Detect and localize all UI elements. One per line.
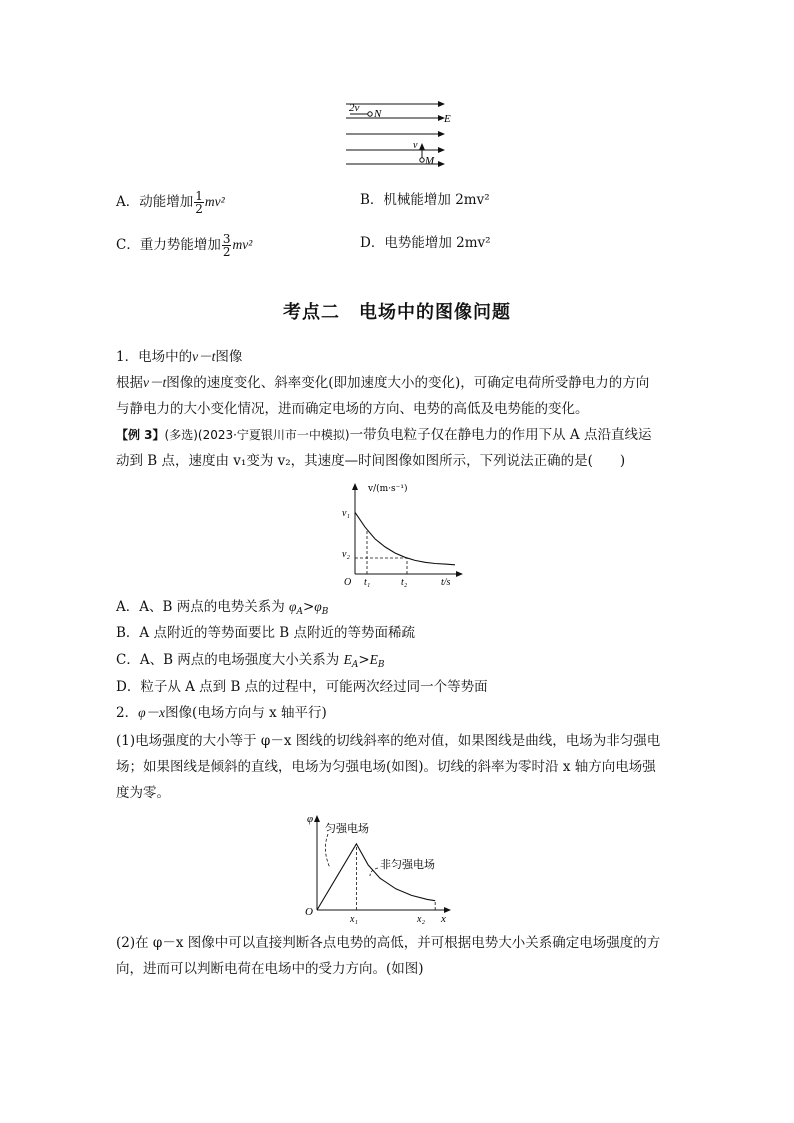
part2-p2-line1: (2)在 φ－x 图像中可以直接判断各点电势的高低，并可根据电势大小关系确定电场强度的方 <box>116 935 661 951</box>
vt-origin: O <box>344 577 352 588</box>
field-lines-figure <box>340 96 460 170</box>
option-B-3: B．A 点附近的等势面要比 B 点附近的等势面稀疏 <box>116 625 415 641</box>
phi-curve <box>317 844 435 910</box>
part2-p2-line2: 向，进而可以判断电荷在电场中的受力方向。(如图) <box>116 961 424 977</box>
option-C-1: C．重力势能增加 $\frac{3}{2}$ mv² <box>116 232 253 259</box>
charge-N <box>368 112 372 116</box>
vt-v1-tick: v₁ <box>342 508 350 519</box>
label-v: v <box>413 140 418 151</box>
phi-x-chart <box>300 810 460 926</box>
vt-chart <box>330 478 470 590</box>
option-D-1: D．电势能增加 2mv² <box>360 235 491 251</box>
example3-line2: 动到 B 点，速度由 v₁变为 v₂，其速度—时间图像如图所示，下列说法正确的是( ) <box>116 453 626 469</box>
option-C-3: C．A、B 两点的电场强度大小关系为 $E_A>E_B$ <box>116 652 385 670</box>
phi-x1-tick: x₁ <box>350 914 358 925</box>
uniform-pointer <box>325 834 330 868</box>
label-M: M <box>425 155 435 167</box>
part1-heading: 1．电场中的v－t图像 <box>116 349 243 365</box>
option-A-1: A．动能增加 $\frac{1}{2}$ mv² <box>116 189 225 216</box>
phi-x2-tick: x₂ <box>417 914 425 925</box>
vt-v2-tick: v₂ <box>342 549 350 560</box>
part2-p1-line1: (1)电场强度的大小等于 φ－x 图线的切线斜率的绝对值，如果图线是曲线，电场为非匀强电 <box>116 733 661 749</box>
nonuniform-label: 非匀强电场 <box>380 858 435 871</box>
uniform-label: 匀强电场 <box>325 822 369 835</box>
phi-ylabel: φ <box>307 813 314 825</box>
phi-xlabel: x <box>441 913 446 925</box>
part2-p1-line3: 度为零。 <box>116 785 170 801</box>
vt-t1-tick: t₁ <box>364 577 371 588</box>
vt-curve <box>355 512 455 565</box>
section-title: 考点二 电场中的图像问题 <box>283 302 511 323</box>
label-2v: 2v <box>349 102 360 114</box>
label-E: E <box>444 113 451 125</box>
part2-p1-line2: 场；如果图线是倾斜的直线，电场为匀强电场(如图)。切线的斜率为零时沿 x 轴方向电场强 <box>116 759 656 775</box>
example3-line1: 【例 3】(多选)(2023·宁夏银川市一中模拟)一带负电粒子仅在静电力的作用下从 A 点沿直线运 <box>116 427 652 443</box>
option-B-1: B．机械能增加 2mv² <box>360 192 490 208</box>
label-N: N <box>374 108 382 120</box>
part2-heading: 2．φ－x图像(电场方向与 x 轴平行) <box>116 705 327 721</box>
vt-t2-tick: t₂ <box>401 577 408 588</box>
option-D-3: D．粒子从 A 点到 B 点的过程中，可能两次经过同一个等势面 <box>116 679 488 695</box>
option-A-3: A．A、B 两点的电势关系为 $\varphi_A>\varphi_B$ <box>116 599 329 617</box>
fraction: $\frac{1}{2}$ <box>195 189 203 216</box>
part1-desc-line2: 与静电力的大小变化情况，进而确定电场的方向、电势的高低及电势能的变化。 <box>116 401 589 417</box>
part1-desc-line1: 根据v－t图像的速度变化、斜率变化(即加速度大小的变化)，可确定电荷所受静电力的方向 <box>116 375 650 391</box>
fraction: $\frac{3}{2}$ <box>222 232 231 259</box>
vt-ylabel: v/(m·s⁻¹) <box>368 484 408 494</box>
charge-M <box>420 158 424 162</box>
vt-xlabel: t/s <box>441 577 451 588</box>
phi-origin: O <box>305 906 313 918</box>
